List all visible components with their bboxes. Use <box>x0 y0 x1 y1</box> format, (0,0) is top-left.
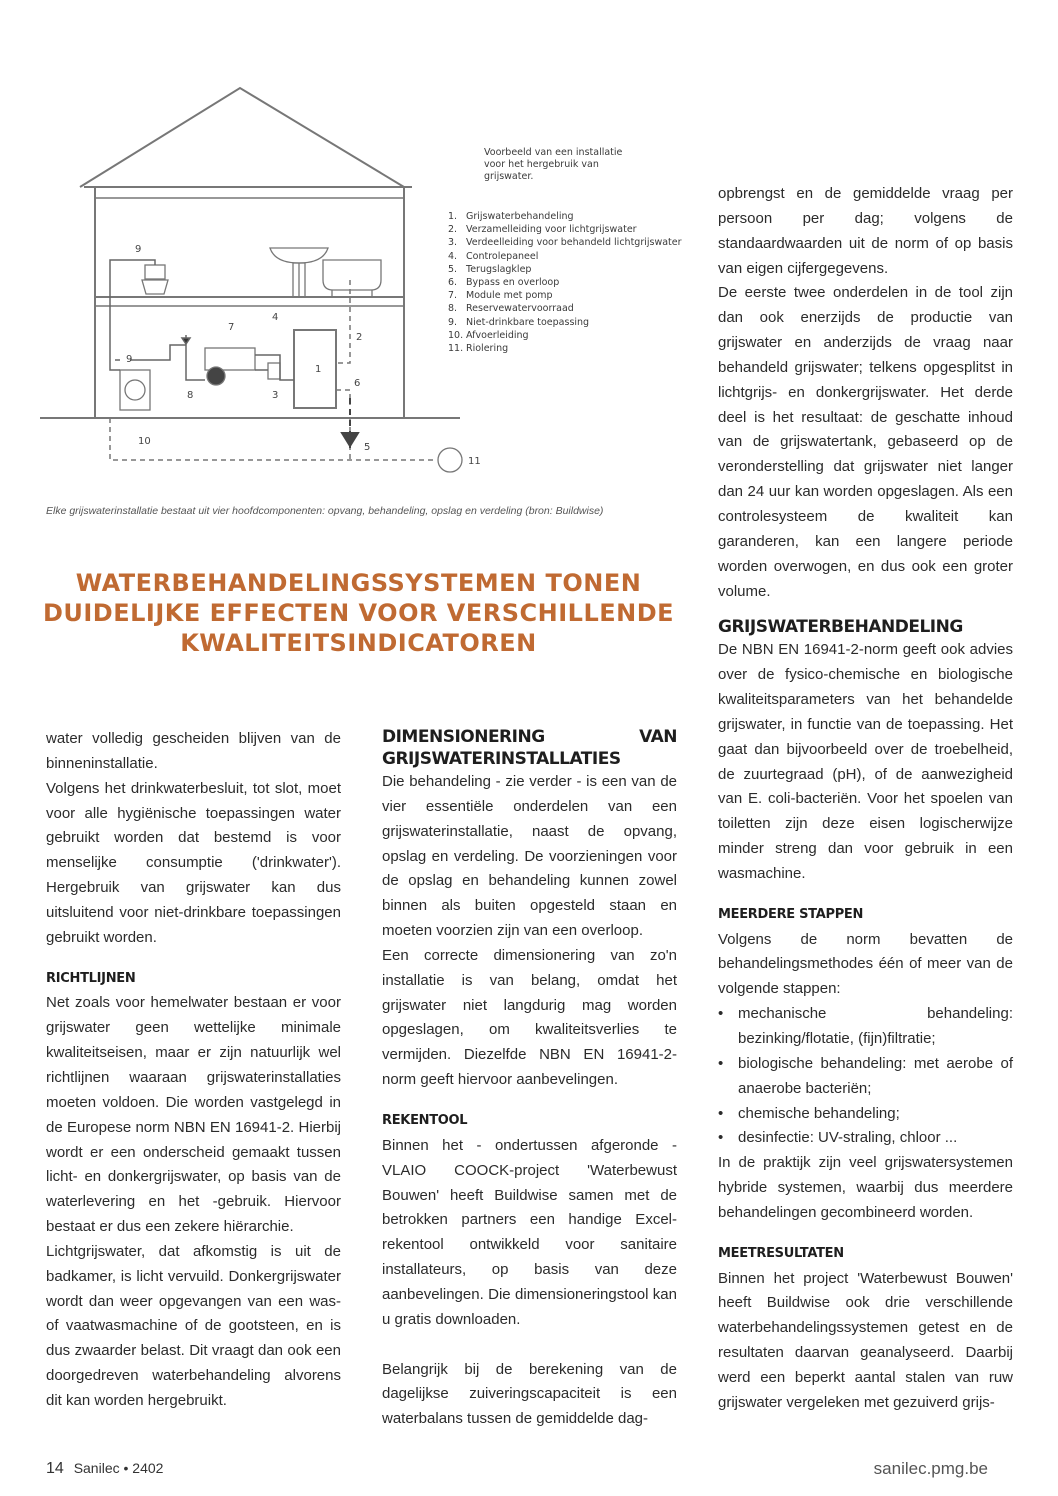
headline: WATERBEHANDELINGSSYSTEMEN TONEN DUIDELIJKE EFFECTEN VOOR VERSCHILLENDE KWALITEITSINDICATOREN <box>42 569 675 657</box>
legend-title: Voorbeeld van een installatie voor het hergebruik van grijswater. <box>484 147 623 182</box>
pump-module <box>205 348 255 370</box>
paragraph: Binnen het project 'Waterbewust Bouwen' heeft Buildwise ook drie verschillende waterbehandelingssystemen getest en de resultaten daarvan geanalyseerd. Daarbij werd een beperkt aantal stalen van ruw grijswater vergeleken met gezuiverd grijs- <box>718 1269 1013 1411</box>
label-6: 6 <box>354 378 361 389</box>
subheading-rekentool: REKENTOOL <box>382 1112 468 1128</box>
toilet-tank <box>145 265 165 279</box>
label-9b: 9 <box>126 354 133 365</box>
label-8: 8 <box>187 390 194 401</box>
legend-item: 3. Verdeelleiding voor behandeld lichtgrijswater <box>448 237 682 249</box>
subheading-meetresultaten: MEETRESULTATEN <box>718 1245 844 1261</box>
legend-item: 7. Module met pomp <box>448 290 553 302</box>
paragraph: De NBN EN 16941-2-norm geeft ook advies over de fysico-chemische en biologische kwaliteitsparameters van het behandelde grijswater, in functie van de toepassing. Het gaat dan bijvoorbeeld over de troebelheid, de zuurtegraad (pH), of de aanwezigheid van E. coli-bacteriën. Voor het spoelen van toiletten zijn deze eisen logischerwijze minder streng dan voor gebruik in een wasmachine. <box>718 641 1013 882</box>
list-item: • mechanische behandeling: bezinking/flotatie, (fijn)filtratie; <box>718 1002 1013 1052</box>
diagram-legend <box>448 147 688 355</box>
legend-item: 2. Verzamelleiding voor lichtgrijswater <box>448 224 637 236</box>
label-1: 1 <box>315 364 322 375</box>
sink <box>270 248 328 263</box>
sewer <box>438 448 462 472</box>
list-item: • chemische behandeling; <box>718 1102 1013 1127</box>
heading-dimensionering: DIMENSIONERING VAN GRIJSWATERINSTALLATIES <box>382 727 677 769</box>
footer-left <box>46 1460 163 1478</box>
paragraph: De eerste twee onderdelen in de tool zijn dan ook enerzijds de productie van grijswater en anderzijds de vraag naar behandeld grijswater; telkens opgesplitst in lichtgrijs- en donkergrijswater. Het derde deel is het resultaat: de geschatte inhoud van de grijswatertank, gebaseerd op de veronderstelling dat grijswater niet langer dan 24 uur kan worden opgeslagen. Als een controlesysteem de kwaliteit kan garanderen, kan een langere periode worden overwogen, en dus ook een groter volume. <box>718 284 1013 600</box>
house-roof <box>80 88 404 187</box>
toilet-bowl <box>142 280 168 294</box>
legend-item: 9. Niet-drinkbare toepassing <box>448 316 590 328</box>
label-5: 5 <box>364 442 371 453</box>
label-4: 4 <box>272 312 279 323</box>
paragraph: Volgens de norm bevatten de behandelingsmethodes één of meer van de volgende stappen: <box>718 930 1013 998</box>
paragraph: Een correcte dimensionering van zo'n installatie is van belang, omdat het grijswater niet langdurig mag worden opgeslagen, om kwaliteitsverlies te vermijden. Diezelfde NBN EN 16941-2-norm geeft hiervoor aanbevelingen. <box>382 946 677 1089</box>
legend-list <box>448 210 688 355</box>
drain-pipe <box>110 418 435 460</box>
legend-item: 10. Afvoerleiding <box>448 329 529 341</box>
legend-item: 6. Bypass en overloop <box>448 277 560 289</box>
legend-item: 11. Riolering <box>448 343 509 355</box>
label-10: 10 <box>138 436 151 447</box>
subheading-meerdere-stappen: MEERDERE STAPPEN <box>718 906 864 922</box>
paragraph: Binnen het - ondertussen afgeronde - VLAIO COOCK-project 'Waterbewust Bouwen' heeft Buildwise samen met de betrokken partners een handige Excel-rekentool ontwikkeld voor sanitaire installateurs, op basis van deze aanbevelingen. Die dimensioneringstool kan u gratis downloaden. <box>382 1136 677 1328</box>
control-panel <box>268 363 280 379</box>
figure-caption: Elke grijswaterinstallatie bestaat uit vier hoofdcomponenten: opvang, behandeling, opslag en verdeling (bron: Buildwise) <box>46 505 604 517</box>
list-item: • biologische behandeling: met aerobe of anaerobe bacteriën; <box>718 1052 1013 1102</box>
paragraph: Belangrijk bij de berekening van de dagelijkse zuiveringscapaciteit is een waterbalans tussen de gemiddelde dag- <box>382 1360 677 1428</box>
paragraph: opbrengst en de gemiddelde vraag per persoon per dag; volgens de standaardwaarden uit de norm of op basis van eigen cijfergegevens. <box>718 185 1013 277</box>
paragraph: water volledig gescheiden blijven van de binneninstallatie. <box>46 730 341 772</box>
list-item: • desinfectie: UV-straling, chloor ... <box>718 1126 1013 1151</box>
column-1 <box>46 727 341 1414</box>
label-3: 3 <box>272 390 279 401</box>
website-link[interactable]: sanilec.pmg.be <box>873 1459 988 1478</box>
bullet-list <box>718 1002 1013 1151</box>
label-2: 2 <box>356 332 363 343</box>
paragraph: Volgens het drinkwaterbesluit, tot slot, moet voor alle hygiënische toepassingen water gebruikt worden dat bestemd is voor menselijke consumptie ('drinkwater'). Hergebruik van grijswater kan dus uitsluitend voor niet-drinkbare toepassingen gebruikt worden. <box>46 779 341 946</box>
page-number: 14 <box>46 1460 64 1477</box>
legend-item: 5. Terugslagklep <box>448 263 532 275</box>
heading-grijswaterbehandeling: GRIJSWATERBEHANDELING <box>718 617 963 638</box>
check-valve <box>342 433 358 446</box>
magazine-issue: Sanilec • 2402 <box>73 1460 164 1476</box>
paragraph: Die behandeling - zie verder - is een van de vier essentiële onderdelen van een grijswaterinstallatie, naast de opvang, opslag en verdeling. De voorzieningen voor de opslag en behandeling kunnen zowel binnen als buiten opgesteld staan en moeten voorzien zijn van een overloop. <box>382 773 677 940</box>
bathtub <box>323 260 381 290</box>
subheading-richtlijnen: RICHTLIJNEN <box>46 970 136 986</box>
collection-pipe <box>336 280 350 363</box>
reserve-supply <box>207 367 225 385</box>
label-11: 11 <box>468 456 481 467</box>
legend-item: 8. Reservewatervoorraad <box>448 303 574 315</box>
paragraph: Lichtgrijswater, dat afkomstig is uit de badkamer, is licht vervuild. Donkergrijswater wordt dan weer opgevangen van een was- of vaatwasmachine of de gootsteen, en is dus zwaarder belast. Dit vraagt dan ook een doorgedreven waterbehandeling alvorens dit kan worden hergebruikt. <box>46 1242 341 1409</box>
paragraph: In de praktijk zijn veel grijswatersystemen hybride systemen, waarbij dus meerdere behandelingen gecombineerd worden. <box>718 1154 1013 1221</box>
legend-item: 1. Grijswaterbehandeling <box>448 211 574 222</box>
paragraph: Net zoals voor hemelwater bestaan er voor grijswater geen wettelijke minimale kwaliteitseisen, maar er zijn natuurlijk wel richtlijnen waaraan grijswaterinstallaties moeten voldoen. Die worden vastgelegd in de Europese norm NBN EN 16941-2. Hierbij wordt er een onderscheid gemaakt tussen licht- en donkergrijswater, op basis van de waterlevering en het -gebruik. Hiervoor bestaat er dus een zekere hiërarchie. <box>46 994 341 1236</box>
label-7: 7 <box>228 322 235 333</box>
legend-item: 4. Controlepaneel <box>448 250 539 262</box>
column-2 <box>382 726 677 1432</box>
label-9a: 9 <box>135 244 142 255</box>
column-3 <box>718 182 1013 1416</box>
